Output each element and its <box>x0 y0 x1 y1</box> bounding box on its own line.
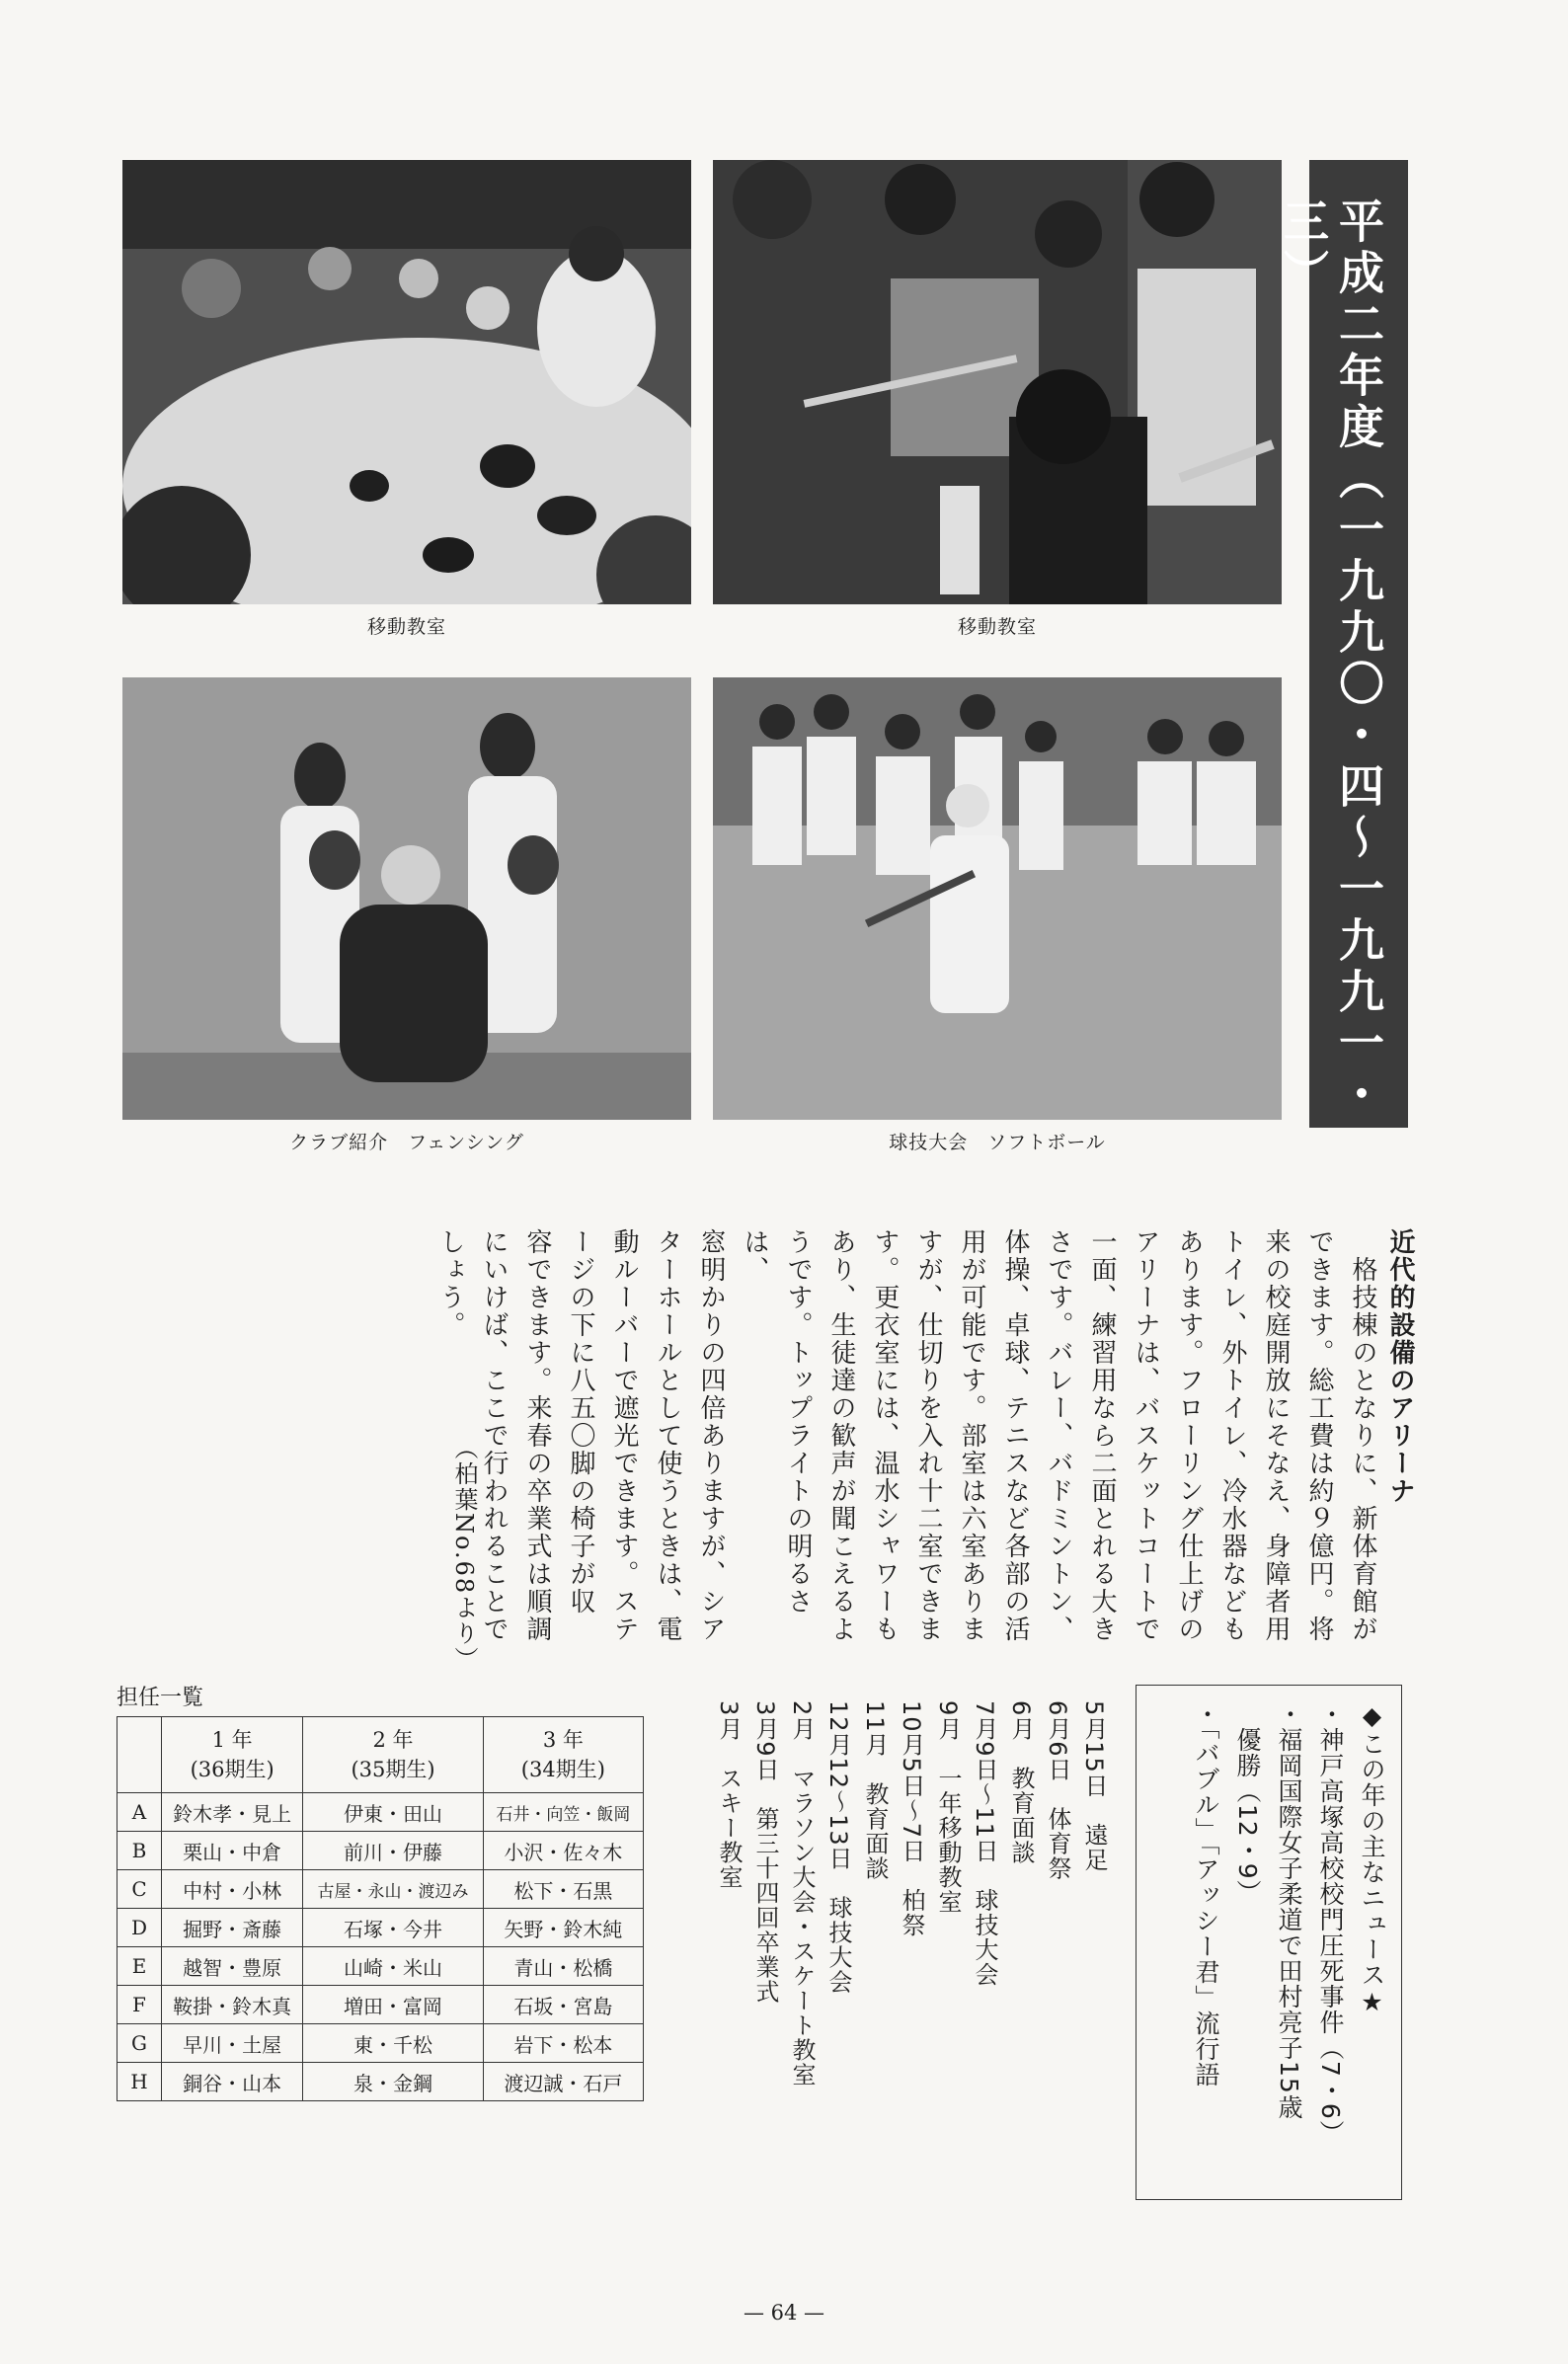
article-line: しょう。 <box>435 1228 465 1339</box>
event-date: 10月5日〜7日 <box>898 1700 925 1864</box>
article-line: さです。バレー、バドミントン、 <box>1044 1228 1073 1643</box>
article-line: あります。フローリング仕上げの <box>1174 1228 1204 1643</box>
class-cell: C <box>118 1870 162 1909</box>
year-heading: 平成二年度（一九九〇・四〜一九九一・三） <box>1277 197 1385 1122</box>
table-cell: 小沢・佐々木 <box>483 1832 643 1870</box>
year-header <box>483 1717 643 1793</box>
teachers-heading: 担任一覧 <box>117 1686 204 1710</box>
class-cell: B <box>118 1832 162 1870</box>
table-cell: 鈴木孝・見上 <box>162 1793 303 1832</box>
article-source: （柏葉No.68より） <box>450 1436 478 1673</box>
event-item <box>929 1700 966 2087</box>
photo-caption: 移動教室 <box>957 616 1037 638</box>
article-line: アリーナは、バスケットコートで <box>1131 1228 1160 1643</box>
class-cell: D <box>118 1909 162 1947</box>
event-date: 9月 <box>934 1700 962 1742</box>
class-header <box>118 1717 162 1793</box>
event-item <box>1039 1700 1075 2087</box>
article-line: 一面、練習用なら二面とれる大き <box>1087 1228 1117 1643</box>
table-cell: 越智・豊原 <box>162 1947 303 1986</box>
article-line: 用が可能です。部室は六室ありま <box>957 1228 986 1643</box>
events-column <box>710 1700 1112 2087</box>
class-cell: G <box>118 2024 162 2063</box>
event-name: 教育面談 <box>861 1781 889 1881</box>
table-cell: 石井・向笠・飯岡 <box>483 1793 643 1832</box>
event-item <box>783 1700 820 2087</box>
event-name: 第三十四回卒業式 <box>751 1806 779 2005</box>
table-cell: 石坂・宮島 <box>483 1986 643 2024</box>
event-item <box>1002 1700 1039 2087</box>
photo-field-trip-dining <box>122 160 691 604</box>
article-line: 来の校庭開放にそなえ、身障者用 <box>1261 1228 1291 1643</box>
table-cell: 岩下・松本 <box>483 2024 643 2063</box>
article-line: ターホールとして使うときは、電 <box>653 1228 682 1643</box>
table-cell: 前川・伊藤 <box>303 1832 483 1870</box>
table-cell: 青山・松橋 <box>483 1947 643 1986</box>
year-header <box>162 1717 303 1793</box>
article-line: ージの下に八五〇脚の椅子が収 <box>566 1228 595 1615</box>
article-line: あり、生徒達の歓声が聞こえるよ <box>826 1228 856 1643</box>
event-name: 教育面談 <box>1007 1766 1035 1865</box>
event-date: 2月 <box>788 1700 816 1742</box>
event-date: 6月6日 <box>1044 1700 1071 1782</box>
table-cell: 矢野・鈴木純 <box>483 1909 643 1947</box>
photo-caption: 移動教室 <box>366 616 446 638</box>
year-label: 3 年 <box>542 1728 584 1752</box>
news-item: ・神戸高塚高校校門圧死事件（7・6） <box>1316 1701 1345 2146</box>
event-name: スキー教室 <box>715 1766 743 1890</box>
table-row <box>118 1832 644 1870</box>
year-heading-band <box>1277 160 1408 1128</box>
term-label: (35期生) <box>351 1758 435 1781</box>
news-heading: ◆この年の主なニュース★ <box>1358 1701 1386 2017</box>
class-cell: E <box>118 1947 162 1986</box>
table-cell: 泉・金鋼 <box>303 2063 483 2101</box>
class-cell: F <box>118 1986 162 2024</box>
photo-field-trip-skewers <box>713 160 1282 604</box>
teachers-table <box>117 1716 644 2101</box>
article-line: 動ルーバーで遮光できます。ステ <box>609 1228 639 1643</box>
table-cell: 伊東・田山 <box>303 1793 483 1832</box>
event-date: 6月 <box>1007 1700 1035 1742</box>
event-name: 体育祭 <box>1044 1806 1071 1881</box>
event-name: 柏祭 <box>898 1888 925 1938</box>
term-label: (34期生) <box>520 1758 605 1781</box>
table-cell: 古屋・永山・渡辺み <box>303 1870 483 1909</box>
event-date: 7月9日〜11日 <box>971 1700 998 1864</box>
article-line: うです。トップライトの明るさは、 <box>740 1228 813 1615</box>
event-item <box>893 1700 929 2087</box>
table-cell: 栗山・中倉 <box>162 1832 303 1870</box>
term-label: (36期生) <box>190 1758 274 1781</box>
table-cell: 山崎・米山 <box>303 1947 483 1986</box>
table-row <box>118 1909 644 1947</box>
table-cell: 東・千松 <box>303 2024 483 2063</box>
news-box <box>1136 1685 1402 2200</box>
news-item: 優勝（12・9） <box>1233 1701 1262 1906</box>
article-line: 窓明かりの四倍ありますが、シア <box>696 1228 726 1643</box>
event-item <box>966 1700 1002 2087</box>
table-cell: 中村・小林 <box>162 1870 303 1909</box>
event-date: 12月12〜13日 <box>824 1700 852 1871</box>
event-name: 一年移動教室 <box>934 1766 962 1915</box>
event-date: 3月 <box>715 1700 743 1742</box>
event-item <box>820 1700 856 2087</box>
news-list <box>1184 1701 1391 2146</box>
article-body <box>429 1228 1384 1663</box>
event-date: 5月15日 <box>1080 1700 1108 1798</box>
event-name: マラソン大会・スケート教室 <box>788 1766 816 2088</box>
table-row <box>118 1793 644 1832</box>
year-label: 1 年 <box>211 1728 253 1752</box>
event-name: 球技大会 <box>824 1895 852 1995</box>
class-cell: H <box>118 2063 162 2101</box>
photo-softball <box>713 677 1282 1120</box>
event-item <box>856 1700 893 2087</box>
photo-caption: クラブ紹介 フェンシング <box>289 1132 524 1153</box>
table-row <box>118 2063 644 2101</box>
event-item <box>710 1700 746 2087</box>
article-line: できます。総工費は約９億円。将 <box>1304 1228 1334 1643</box>
table-row <box>118 2024 644 2063</box>
table-header-row <box>118 1717 644 1793</box>
article-line: すが、仕切りを入れ十二室できま <box>913 1228 943 1643</box>
article-line: トイレ、外トイレ、冷水器なども <box>1217 1228 1247 1643</box>
table-cell: 渡辺誠・石戸 <box>483 2063 643 2101</box>
year-label: 2 年 <box>372 1728 414 1752</box>
event-item <box>1075 1700 1112 2087</box>
article-line: 格技棟のとなりに、新体育館が <box>1348 1228 1377 1643</box>
article-line: 容できます。来春の卒業式は順調 <box>522 1228 552 1643</box>
event-date: 11月 <box>861 1700 889 1758</box>
table-cell: 松下・石黒 <box>483 1870 643 1909</box>
event-item <box>746 1700 783 2087</box>
table-cell: 鞍掛・鈴木真 <box>162 1986 303 2024</box>
table-row <box>118 1986 644 2024</box>
table-cell: 銅谷・山本 <box>162 2063 303 2101</box>
photo-fencing-club <box>122 677 691 1120</box>
table-cell: 掘野・斎藤 <box>162 1909 303 1947</box>
photo-caption: 球技大会 ソフトボール <box>889 1132 1106 1153</box>
table-cell: 増田・富岡 <box>303 1986 483 2024</box>
event-date: 3月9日 <box>751 1700 779 1782</box>
article-line: にいけば、ここで行われることで <box>479 1228 509 1643</box>
table-cell: 石塚・今井 <box>303 1909 483 1947</box>
year-header <box>303 1717 483 1793</box>
event-name: 遠足 <box>1080 1822 1108 1872</box>
table-row <box>118 1947 644 1986</box>
class-cell: A <box>118 1793 162 1832</box>
event-name: 球技大会 <box>971 1888 998 1988</box>
table-row <box>118 1870 644 1909</box>
article-line: す。更衣室には、温水シャワーも <box>870 1228 900 1643</box>
news-item: ・「バブル」「アッシー君」流行語 <box>1192 1701 1220 2088</box>
article-line: 体操、卓球、テニスなど各部の活 <box>1000 1228 1030 1643</box>
page-number: — 64 — <box>743 2301 825 2325</box>
table-cell: 早川・土屋 <box>162 2024 303 2063</box>
article-title: 近代的設備のアリーナ <box>1385 1228 1415 1505</box>
news-item: ・福岡国際女子柔道で田村亮子15歳 <box>1275 1701 1303 2120</box>
